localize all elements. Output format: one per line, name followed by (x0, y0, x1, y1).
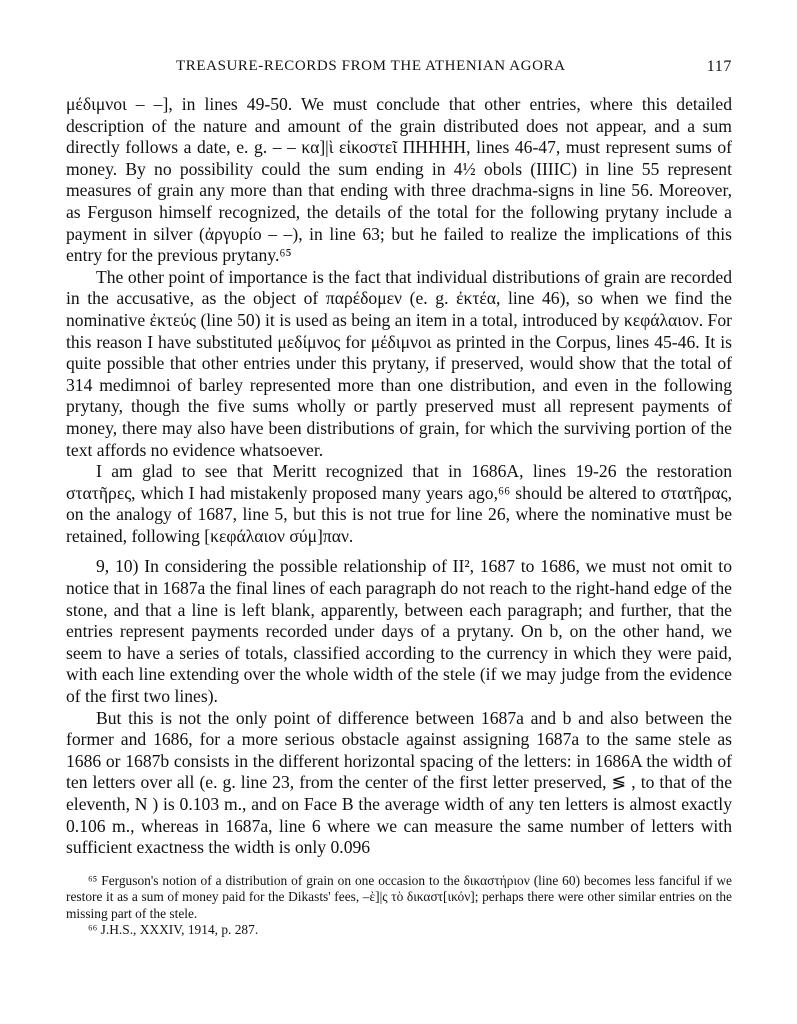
paragraph: μέδιμνοι – –], in lines 49-50. We must conclude that other entries, where this detailed description of the nature and amount of the grain distributed does not appear, and a sum directly follows a date, e. g. – – κα]|ὶ εἰκοστεῖ ΠΗΗΗΗ, lines 46-47, must represent sums of money. By no possibility could the sum ending in 4½ obols (IIIIC) in line 55 represent measures of grain any more than that ending with three drachma-signs in line 56. Moreover, as Ferguson himself recognized, the details of the total for the following prytany include a payment in silver (ἀργυρίο – –), in line 63; but he failed to realize the implications of this entry for the previous prytany.⁶⁵ (66, 94, 732, 266)
paragraph: But this is not the only point of difference between 1687a and b and also between the former and 1686, for a more serious obstacle against assigning 1687a to the same stele as 1686 or 1687b consists in the different horizontal spacing of the letters: in 1686A the width of ten letters over all (e. g. line 23, from the center of the first letter preserved, ≶ , to that of the eleventh, N ) is 0.103 m., and on Face B the average width of any ten letters is almost exactly 0.106 m., whereas in 1687a, line 6 where we can measure the same number of letters with sufficient exactness the width is only 0.096 (66, 707, 732, 858)
body-text (66, 94, 732, 859)
running-head (66, 58, 732, 84)
running-head-title: TREASURE-RECORDS FROM THE ATHENIAN AGORA (176, 58, 566, 74)
paragraph: The other point of importance is the fact that individual distributions of grain are recorded in the accusative, as the object of παρέδομεν (e. g. ἐκτέα, line 46), so when we find the nominative ἐκτεύς (line 50) it is used as being an item in a total, introduced by κεφάλαιον. For this reason I have substituted μεδίμνος for μέδιμνοι as printed in the Corpus, lines 45-46. It is quite possible that other entries under this prytany, if preserved, would show that the total of 314 medimnoi of barley represented more than one distribution, and even in the following prytany, though the five sums wholly or partly preserved must all represent payments of money, there may also have been distributions of grain, for which the surviving portion of the text affords no evidence whatsoever. (66, 266, 732, 460)
paragraph: I am glad to see that Meritt recognized that in 1686A, lines 19-26 the restoration στατῆρες, which I had mistakenly proposed many years ago,⁶⁶ should be altered to στατῆρας, on the analogy of 1687, line 5, but this is not true for line 26, where the nominative must be retained, following [κεφάλαιον σύμ]παν. (66, 461, 732, 546)
footnote-65: ⁶⁵ Ferguson's notion of a distribution of grain on one occasion to the δικαστήριον (line 60) becomes less fanciful if we restore it as a sum of money paid for the Dikasts' fees, –ὲ]|ς τὸ δικαστ[ικόν]; perhaps there were other similar entries on the missing part of the stele. (66, 872, 732, 921)
page (66, 58, 732, 939)
footnote-66: ⁶⁶ J.H.S., XXXIV, 1914, p. 287. (88, 922, 259, 938)
paragraph-section-9-10: 9, 10) In considering the possible relationship of II², 1687 to 1686, we must not omit to notice that in 1687a the final lines of each paragraph do not reach to the right-hand edge of the stone, and that a line is left blank, apparently, between each paragraph; and further, that the entries represent payments recorded under days of a prytany. On b, on the other hand, we seem to have a series of totals, classified according to the currency in which they were paid, with each line extending over the whole width of the stele (if we may judge from the evidence of the first two lines). (66, 556, 732, 707)
page-number: 117 (706, 58, 732, 75)
footnotes (66, 873, 732, 939)
